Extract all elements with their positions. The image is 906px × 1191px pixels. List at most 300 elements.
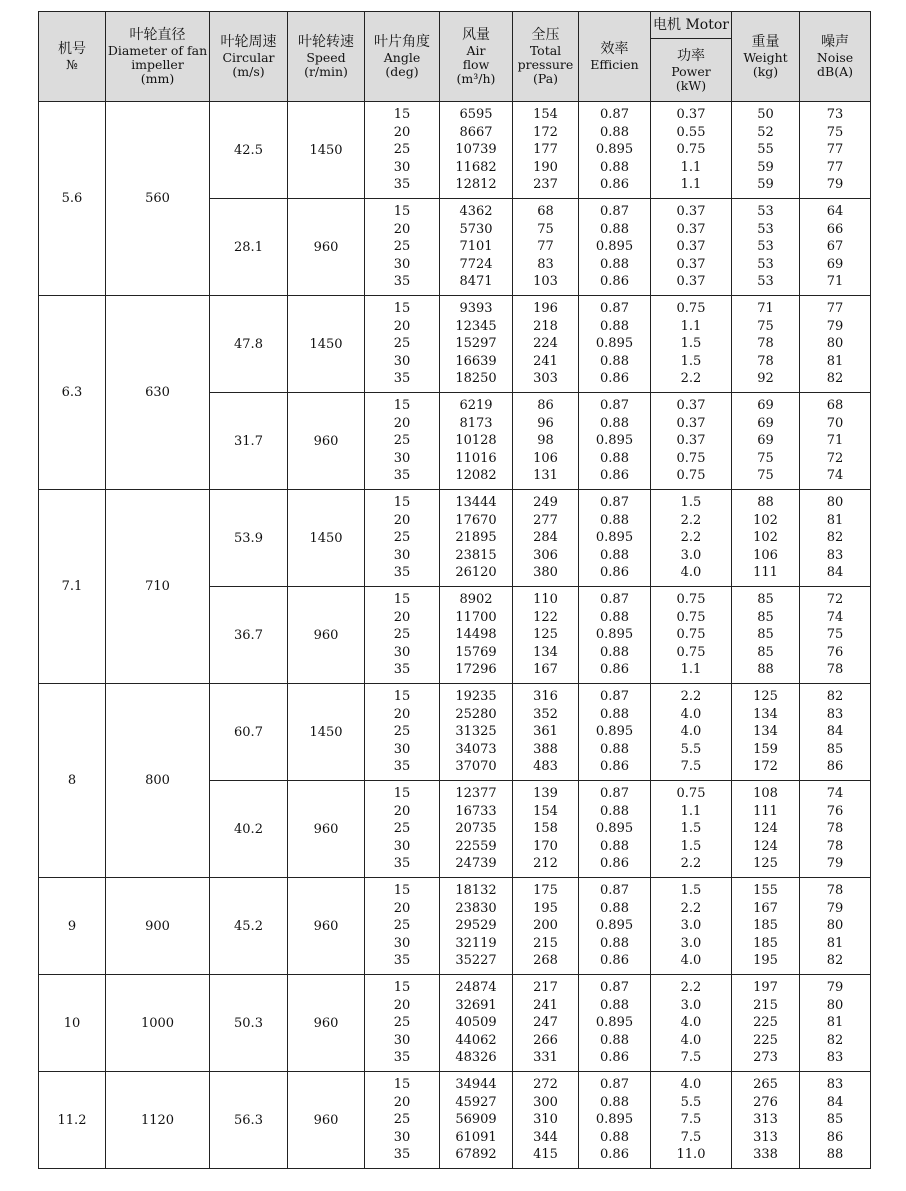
power-value: 0.37 xyxy=(676,221,706,237)
noise-value: 80 xyxy=(826,336,844,352)
weight-value: 125 xyxy=(753,856,778,872)
pressure-value: 316 xyxy=(533,689,558,705)
power-value: 0.75 xyxy=(676,644,706,660)
pressure-value: 237 xyxy=(533,177,558,193)
efficiency-value: 0.88 xyxy=(600,997,629,1013)
efficiency-value: 0.895 xyxy=(595,627,634,643)
noise-cell xyxy=(800,684,871,781)
pressure-value: 415 xyxy=(533,1147,558,1163)
pressure-value: 122 xyxy=(533,609,558,625)
noise-value: 75 xyxy=(826,124,844,140)
angle-value: 25 xyxy=(393,336,411,352)
pressure-value: 284 xyxy=(533,530,558,546)
power-value: 3.0 xyxy=(680,935,702,951)
efficiency-value: 0.895 xyxy=(595,1015,634,1031)
airflow-value: 10128 xyxy=(455,433,497,449)
noise-cell xyxy=(800,587,871,684)
noise-value: 67 xyxy=(826,239,844,255)
angle-value: 15 xyxy=(393,980,411,996)
airflow-value: 20735 xyxy=(455,821,497,837)
model-number-cell: 6.3 xyxy=(39,296,106,490)
header-angle-en: Angle xyxy=(383,50,421,65)
noise-value: 73 xyxy=(826,107,844,123)
power-value: 7.5 xyxy=(680,1129,702,1145)
weight-values xyxy=(732,300,799,387)
weight-value: 59 xyxy=(757,159,774,175)
airflow-values xyxy=(440,203,512,290)
angle-value: 15 xyxy=(393,107,411,123)
pressure-value: 190 xyxy=(533,159,558,175)
weight-value: 155 xyxy=(753,883,778,899)
noise-value: 81 xyxy=(826,512,844,528)
efficiency-cell xyxy=(579,393,651,490)
pressure-values xyxy=(513,203,578,290)
diameter-cell: 1120 xyxy=(106,1072,210,1169)
angle-cell xyxy=(365,975,440,1072)
angle-value: 20 xyxy=(393,415,411,431)
angle-value: 30 xyxy=(393,935,411,951)
airflow-value: 35227 xyxy=(455,953,497,969)
circular-cell: 36.7 xyxy=(210,587,288,684)
noise-value: 74 xyxy=(826,609,844,625)
table-row xyxy=(39,684,871,781)
pressure-cell xyxy=(513,975,579,1072)
circular-cell: 31.7 xyxy=(210,393,288,490)
noise-cell xyxy=(800,781,871,878)
angle-value: 30 xyxy=(393,1129,411,1145)
noise-value: 85 xyxy=(826,741,844,757)
weight-value: 125 xyxy=(753,689,778,705)
weight-value: 225 xyxy=(753,1032,778,1048)
efficiency-value: 0.895 xyxy=(595,433,634,449)
pressure-value: 125 xyxy=(533,627,558,643)
header-weight-unit: (kg) xyxy=(752,64,779,79)
noise-values xyxy=(800,203,870,290)
pressure-cell xyxy=(513,490,579,587)
pressure-value: 212 xyxy=(533,856,558,872)
noise-value: 77 xyxy=(826,159,844,175)
efficiency-value: 0.86 xyxy=(600,468,629,484)
noise-value: 76 xyxy=(826,644,844,660)
noise-cell xyxy=(800,1072,871,1169)
weight-value: 55 xyxy=(757,142,774,158)
power-value: 4.0 xyxy=(680,565,702,581)
weight-cell xyxy=(732,393,800,490)
pressure-value: 217 xyxy=(533,980,558,996)
efficiency-value: 0.895 xyxy=(595,336,634,352)
noise-value: 86 xyxy=(826,1129,844,1145)
weight-value: 276 xyxy=(753,1094,778,1110)
speed-cell: 960 xyxy=(288,199,365,296)
efficiency-value: 0.88 xyxy=(600,318,629,334)
airflow-value: 12082 xyxy=(455,468,497,484)
airflow-value: 26120 xyxy=(455,565,497,581)
pressure-cell xyxy=(513,878,579,975)
angle-value: 20 xyxy=(393,997,411,1013)
airflow-value: 17670 xyxy=(455,512,497,528)
power-cell xyxy=(651,490,732,587)
power-value: 2.2 xyxy=(680,856,702,872)
weight-values xyxy=(732,106,799,193)
efficiency-cell xyxy=(579,587,651,684)
angle-value: 30 xyxy=(393,1032,411,1048)
airflow-value: 15769 xyxy=(455,644,497,660)
airflow-value: 56909 xyxy=(455,1112,497,1128)
efficiency-value: 0.87 xyxy=(600,980,629,996)
noise-value: 75 xyxy=(826,627,844,643)
pressure-cell xyxy=(513,781,579,878)
table-header xyxy=(39,12,871,102)
pressure-values xyxy=(513,979,578,1066)
noise-values xyxy=(800,397,870,484)
efficiency-values xyxy=(579,1076,650,1163)
noise-value: 64 xyxy=(826,204,844,220)
power-value: 2.2 xyxy=(680,512,702,528)
weight-value: 85 xyxy=(757,644,774,660)
airflow-value: 67892 xyxy=(455,1147,497,1163)
weight-value: 69 xyxy=(757,433,774,449)
header-pressure-en2: pressure xyxy=(517,57,574,72)
airflow-value: 16733 xyxy=(455,803,497,819)
pressure-values xyxy=(513,1076,578,1163)
weight-values xyxy=(732,397,799,484)
efficiency-cell xyxy=(579,296,651,393)
noise-value: 79 xyxy=(826,980,844,996)
power-value: 5.5 xyxy=(680,741,702,757)
weight-value: 78 xyxy=(757,353,774,369)
pressure-cell xyxy=(513,1072,579,1169)
angle-value: 20 xyxy=(393,900,411,916)
efficiency-value: 0.86 xyxy=(600,662,629,678)
efficiency-value: 0.86 xyxy=(600,856,629,872)
airflow-values xyxy=(440,882,512,969)
weight-cell xyxy=(732,975,800,1072)
noise-values xyxy=(800,688,870,775)
efficiency-values xyxy=(579,785,650,872)
angle-value: 30 xyxy=(393,256,411,272)
header-circular-cn: 叶轮周速 xyxy=(220,34,277,50)
noise-value: 78 xyxy=(826,838,844,854)
model-number-cell: 9 xyxy=(39,878,106,975)
efficiency-cell xyxy=(579,781,651,878)
power-value: 0.75 xyxy=(676,627,706,643)
diameter-cell: 1000 xyxy=(106,975,210,1072)
power-cell xyxy=(651,781,732,878)
weight-cell xyxy=(732,781,800,878)
table-row xyxy=(39,975,871,1072)
model-number-cell: 5.6 xyxy=(39,102,106,296)
airflow-value: 45927 xyxy=(455,1094,497,1110)
angle-value: 35 xyxy=(393,759,411,775)
circular-cell: 60.7 xyxy=(210,684,288,781)
power-cell xyxy=(651,587,732,684)
header-airflow-cn: 风量 xyxy=(462,27,490,43)
weight-value: 78 xyxy=(757,336,774,352)
weight-value: 185 xyxy=(753,918,778,934)
efficiency-value: 0.87 xyxy=(600,883,629,899)
weight-value: 88 xyxy=(757,495,774,511)
airflow-value: 34073 xyxy=(455,741,497,757)
angle-value: 25 xyxy=(393,1112,411,1128)
efficiency-value: 0.895 xyxy=(595,1112,634,1128)
power-value: 1.5 xyxy=(680,883,702,899)
efficiency-value: 0.87 xyxy=(600,786,629,802)
header-weight-en: Weight xyxy=(743,50,788,65)
header-noise-unit: dB(A) xyxy=(817,64,853,79)
weight-value: 225 xyxy=(753,1015,778,1031)
angle-value: 25 xyxy=(393,1015,411,1031)
airflow-values xyxy=(440,785,512,872)
pressure-values xyxy=(513,882,578,969)
power-cell xyxy=(651,1072,732,1169)
table-body xyxy=(39,102,871,1169)
speed-cell: 1450 xyxy=(288,296,365,393)
airflow-values xyxy=(440,300,512,387)
angle-value: 25 xyxy=(393,530,411,546)
efficiency-cell xyxy=(579,102,651,199)
weight-cell xyxy=(732,587,800,684)
header-power-cn: 功率 xyxy=(677,47,705,64)
power-value: 4.0 xyxy=(680,1077,702,1093)
noise-value: 77 xyxy=(826,142,844,158)
power-value: 4.0 xyxy=(680,1015,702,1031)
pressure-value: 218 xyxy=(533,318,558,334)
pressure-values xyxy=(513,591,578,678)
airflow-value: 16639 xyxy=(455,353,497,369)
noise-value: 79 xyxy=(826,318,844,334)
efficiency-value: 0.88 xyxy=(600,900,629,916)
pressure-value: 268 xyxy=(533,953,558,969)
efficiency-value: 0.86 xyxy=(600,759,629,775)
power-value: 3.0 xyxy=(680,547,702,563)
weight-value: 92 xyxy=(757,371,774,387)
table-row xyxy=(39,878,871,975)
weight-value: 134 xyxy=(753,724,778,740)
power-value: 1.1 xyxy=(680,318,702,334)
power-cell xyxy=(651,102,732,199)
angle-cell xyxy=(365,199,440,296)
power-value: 11.0 xyxy=(676,1147,706,1163)
header-angle-cn: 叶片角度 xyxy=(374,34,430,50)
header-motor xyxy=(651,12,732,39)
weight-value: 69 xyxy=(757,398,774,414)
pressure-value: 167 xyxy=(533,662,558,678)
angle-value: 30 xyxy=(393,450,411,466)
weight-value: 124 xyxy=(753,838,778,854)
airflow-value: 14498 xyxy=(455,627,497,643)
header-speed-unit: (r/min) xyxy=(304,64,348,79)
angle-cell xyxy=(365,587,440,684)
pressure-value: 175 xyxy=(533,883,558,899)
circular-cell: 50.3 xyxy=(210,975,288,1072)
angle-value: 30 xyxy=(393,741,411,757)
efficiency-value: 0.88 xyxy=(600,124,629,140)
angle-cell xyxy=(365,781,440,878)
weight-values xyxy=(732,882,799,969)
angle-value: 20 xyxy=(393,512,411,528)
noise-value: 74 xyxy=(826,468,844,484)
pressure-value: 300 xyxy=(533,1094,558,1110)
pressure-value: 380 xyxy=(533,565,558,581)
airflow-cell xyxy=(440,781,513,878)
efficiency-cell xyxy=(579,975,651,1072)
power-values xyxy=(651,688,731,775)
noise-value: 83 xyxy=(826,547,844,563)
weight-value: 85 xyxy=(757,609,774,625)
efficiency-value: 0.895 xyxy=(595,821,634,837)
header-model-en: № xyxy=(66,57,78,72)
header-circular-unit: (m/s) xyxy=(232,64,265,79)
airflow-value: 32119 xyxy=(455,935,497,951)
airflow-value: 18250 xyxy=(455,371,497,387)
noise-value: 82 xyxy=(826,371,844,387)
airflow-value: 12345 xyxy=(455,318,497,334)
header-speed-cn: 叶轮转速 xyxy=(298,34,354,50)
efficiency-value: 0.895 xyxy=(595,239,634,255)
noise-cell xyxy=(800,490,871,587)
angle-cell xyxy=(365,490,440,587)
pressure-cell xyxy=(513,296,579,393)
power-cell xyxy=(651,296,732,393)
airflow-value: 8173 xyxy=(459,415,493,431)
speed-cell: 1450 xyxy=(288,102,365,199)
circular-cell: 42.5 xyxy=(210,102,288,199)
noise-values xyxy=(800,882,870,969)
pressure-values xyxy=(513,106,578,193)
angle-value: 30 xyxy=(393,644,411,660)
angle-value: 20 xyxy=(393,609,411,625)
weight-values xyxy=(732,688,799,775)
header-airflow-en2: flow xyxy=(462,57,490,72)
power-value: 0.37 xyxy=(676,415,706,431)
angle-values xyxy=(365,494,439,581)
angle-values xyxy=(365,203,439,290)
power-value: 1.5 xyxy=(680,336,702,352)
efficiency-value: 0.88 xyxy=(600,415,629,431)
airflow-value: 23815 xyxy=(455,547,497,563)
power-value: 0.37 xyxy=(676,107,706,123)
angle-cell xyxy=(365,393,440,490)
noise-value: 71 xyxy=(826,274,844,290)
angle-value: 20 xyxy=(393,124,411,140)
model-number-cell: 10 xyxy=(39,975,106,1072)
power-value: 1.5 xyxy=(680,821,702,837)
diameter-cell: 630 xyxy=(106,296,210,490)
header-motor-label: 电机 Motor xyxy=(653,16,729,33)
pressure-value: 170 xyxy=(533,838,558,854)
pressure-value: 106 xyxy=(533,450,558,466)
angle-value: 15 xyxy=(393,883,411,899)
efficiency-cell xyxy=(579,684,651,781)
airflow-value: 8667 xyxy=(459,124,493,140)
efficiency-value: 0.895 xyxy=(595,724,634,740)
efficiency-cell xyxy=(579,878,651,975)
pressure-value: 388 xyxy=(533,741,558,757)
airflow-value: 40509 xyxy=(455,1015,497,1031)
pressure-value: 303 xyxy=(533,371,558,387)
power-value: 1.1 xyxy=(680,662,702,678)
power-values xyxy=(651,591,731,678)
weight-value: 75 xyxy=(757,318,774,334)
noise-value: 88 xyxy=(826,1147,844,1163)
angle-value: 15 xyxy=(393,689,411,705)
angle-value: 15 xyxy=(393,592,411,608)
power-cell xyxy=(651,393,732,490)
pressure-value: 344 xyxy=(533,1129,558,1145)
angle-value: 25 xyxy=(393,821,411,837)
table-row xyxy=(39,1072,871,1169)
angle-value: 30 xyxy=(393,838,411,854)
noise-values xyxy=(800,300,870,387)
noise-value: 66 xyxy=(826,221,844,237)
airflow-cell xyxy=(440,490,513,587)
power-value: 0.75 xyxy=(676,786,706,802)
efficiency-value: 0.88 xyxy=(600,741,629,757)
pressure-value: 306 xyxy=(533,547,558,563)
efficiency-value: 0.86 xyxy=(600,371,629,387)
efficiency-value: 0.87 xyxy=(600,398,629,414)
power-value: 1.1 xyxy=(680,159,702,175)
weight-value: 313 xyxy=(753,1129,778,1145)
noise-value: 82 xyxy=(826,1032,844,1048)
noise-value: 71 xyxy=(826,433,844,449)
noise-values xyxy=(800,1076,870,1163)
angle-values xyxy=(365,882,439,969)
angle-value: 30 xyxy=(393,353,411,369)
speed-cell: 960 xyxy=(288,975,365,1072)
noise-cell xyxy=(800,393,871,490)
header-diameter xyxy=(106,12,210,102)
diameter-cell: 800 xyxy=(106,684,210,878)
diameter-cell: 900 xyxy=(106,878,210,975)
noise-value: 82 xyxy=(826,689,844,705)
pressure-value: 331 xyxy=(533,1050,558,1066)
noise-value: 81 xyxy=(826,353,844,369)
angle-value: 35 xyxy=(393,662,411,678)
airflow-value: 29529 xyxy=(455,918,497,934)
power-values xyxy=(651,494,731,581)
efficiency-values xyxy=(579,882,650,969)
angle-value: 20 xyxy=(393,318,411,334)
efficiency-value: 0.86 xyxy=(600,1050,629,1066)
weight-value: 108 xyxy=(753,786,778,802)
efficiency-value: 0.86 xyxy=(600,953,629,969)
diameter-cell: 710 xyxy=(106,490,210,684)
angle-value: 15 xyxy=(393,495,411,511)
noise-value: 84 xyxy=(826,565,844,581)
airflow-value: 5730 xyxy=(459,221,493,237)
noise-value: 83 xyxy=(826,1050,844,1066)
noise-cell xyxy=(800,102,871,199)
angle-value: 30 xyxy=(393,159,411,175)
pressure-value: 361 xyxy=(533,724,558,740)
power-values xyxy=(651,979,731,1066)
angle-value: 25 xyxy=(393,239,411,255)
weight-cell xyxy=(732,878,800,975)
power-value: 2.2 xyxy=(680,530,702,546)
weight-value: 111 xyxy=(753,803,778,819)
power-value: 0.75 xyxy=(676,592,706,608)
header-power-en: Power xyxy=(671,63,711,79)
airflow-value: 8902 xyxy=(459,592,493,608)
airflow-cell xyxy=(440,296,513,393)
noise-value: 81 xyxy=(826,935,844,951)
weight-value: 106 xyxy=(753,547,778,563)
efficiency-value: 0.895 xyxy=(595,918,634,934)
weight-value: 195 xyxy=(753,953,778,969)
header-airflow-en: Air xyxy=(466,43,486,58)
pressure-value: 75 xyxy=(537,221,554,237)
